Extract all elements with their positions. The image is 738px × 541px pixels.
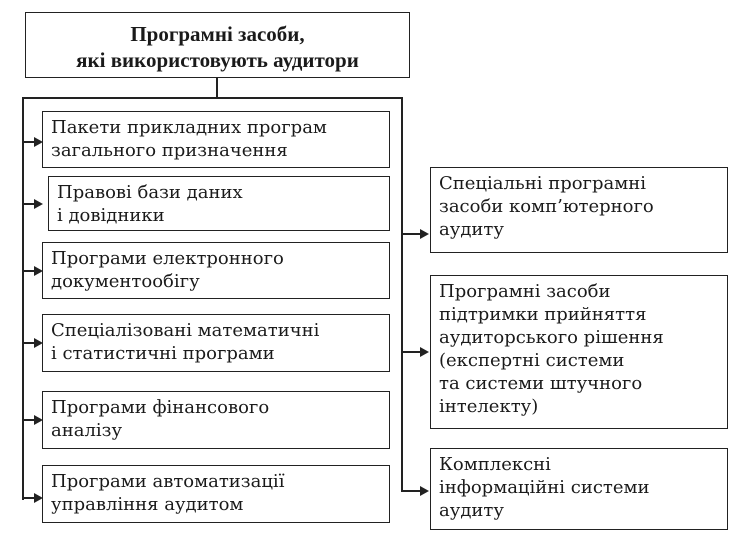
left-box-4: Спеціалізовані математичні і статистичні програми <box>42 314 390 372</box>
left-box-5: Програми фінансового аналізу <box>42 391 390 449</box>
left-box-2: Правові бази даних і довідники <box>48 176 390 231</box>
right-trunk <box>401 97 403 492</box>
right-box-2: Програмні засоби підтримки прийняття аудиторського рішення (експертні системи та системи штучного інтелекту) <box>430 275 728 429</box>
left-box-3: Програми електронного документообігу <box>42 242 390 299</box>
right-branch-1 <box>402 233 421 235</box>
arrow-icon <box>420 347 429 357</box>
right-box-1: Спеціальні програмні засоби комп’ютерного аудиту <box>430 167 728 253</box>
arrow-icon <box>420 229 429 239</box>
left-box-6: Програми автоматизації управління аудитом <box>42 465 390 523</box>
arrow-icon <box>34 199 43 209</box>
root-box: Програмні засоби, які використовують аудитори <box>25 12 410 78</box>
root-connector <box>216 78 218 98</box>
right-branch-2 <box>402 351 421 353</box>
left-trunk <box>22 97 24 500</box>
right-box-3: Комплексні інформаційні системи аудиту <box>430 448 728 530</box>
arrow-icon <box>420 486 429 496</box>
left-box-1: Пакети прикладних програм загального призначення <box>42 111 390 168</box>
right-branch-3 <box>402 490 421 492</box>
top-bar <box>22 97 402 99</box>
